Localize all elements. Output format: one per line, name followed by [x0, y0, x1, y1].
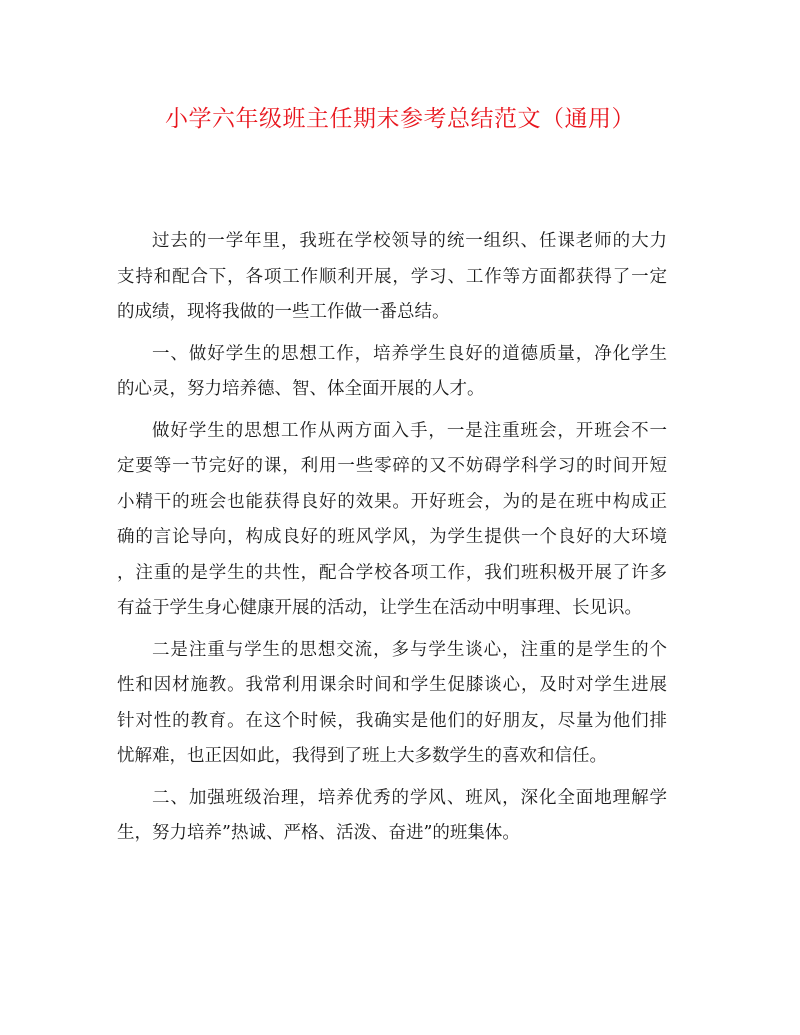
document-body: [117, 224, 667, 858]
paragraph-line: 生，努力培养”热诚、严格、活泼、奋进”的班集体。: [117, 823, 520, 843]
paragraph-line: 确的言论导向，构成良好的班风学风，为学生提供一个良好的大环境: [117, 527, 667, 547]
paragraph-line: 忧解难，也正因如此，我得到了班上大多数学生的喜欢和信任。: [117, 746, 607, 766]
paragraph-line: 二、加强班级治理，培养优秀的学风、班风，深化全面地理解学: [152, 787, 667, 808]
document-title: 小学六年级班主任期末参考总结范文（通用）: [165, 106, 635, 132]
paragraph-line: 性和因材施教。我常利用课余时间和学生促膝谈心，及时对学生进展: [117, 675, 667, 695]
paragraph-line: 小精干的班会也能获得良好的效果。开好班会，为的是在班中构成正: [117, 491, 667, 512]
paragraph-4: [117, 633, 667, 775]
paragraph-line: 的心灵，努力培养德、智、体全面开展的人才。: [117, 379, 485, 399]
paragraph-line: 支持和配合下，各项工作顺利开展，学习、工作等方面都获得了一定: [117, 266, 667, 287]
paragraph-line: 二是注重与学生的思想交流，多与学生谈心，注重的是学生的个: [152, 639, 667, 660]
paragraph-line: 定要等一节完好的课，利用一些零碎的又不妨碍学科学习的时间开短: [117, 456, 667, 476]
paragraph-line: 过去的一学年里，我班在学校领导的统一组织、任课老师的大力: [152, 231, 667, 251]
paragraph-line: 一、做好学生的思想工作，培养学生良好的道德质量，净化学生: [152, 343, 667, 364]
paragraph-5: [117, 781, 667, 852]
paragraph-line: 做好学生的思想工作从两方面入手，一是注重班会，开班会不一: [152, 420, 667, 441]
paragraph-line: 的成绩，现将我做的一些工作做一番总结。: [117, 302, 450, 322]
paragraph-2: [117, 337, 667, 408]
paragraph-line: 有益于学生身心健康开展的活动，让学生在活动中明事理、长见识。: [117, 598, 642, 618]
paragraph-line: ，注重的是学生的共性，配合学校各项工作，我们班积极开展了许多: [117, 562, 667, 583]
paragraph-1: [117, 224, 667, 331]
paragraph-line: 针对性的教育。在这个时候，我确实是他们的好朋友，尽量为他们排: [117, 710, 667, 731]
paragraph-3: [117, 414, 667, 627]
